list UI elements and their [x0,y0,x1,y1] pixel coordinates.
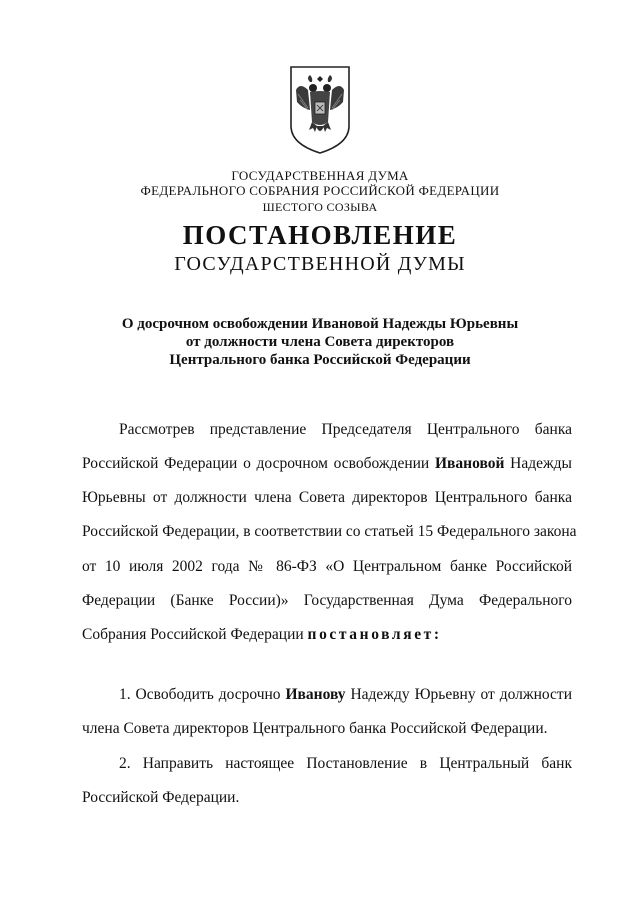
convocation-line: ШЕСТОГО СОЗЫВА [262,200,378,214]
coat-of-arms-emblem-icon [288,64,352,156]
document-issuer-title: ГОСУДАРСТВЕННОЙ ДУМЫ [174,253,466,275]
subject-line-3: Центрального банка Российской Федерации [169,352,471,368]
org-line-1: ГОСУДАРСТВЕННАЯ ДУМА [231,168,409,183]
item-1-line-1 [119,686,572,704]
preamble-line-7 [82,626,572,644]
item-2-line-2: Российской Федерации. [82,789,240,806]
preamble-text: Собрания Российской Федерации [82,626,308,643]
preamble-line-6: Федерации (Банке России)» Государственная Дума Федерального [82,592,572,609]
preamble-text: Российской Федерации о досрочном освобождении [82,455,435,472]
subject-line-2: от должности члена Совета директоров [185,334,455,350]
item-text: 1. Освободить досрочно [119,686,286,703]
item-1-line-2: члена Совета директоров Центрального банка Российской Федерации. [82,720,548,737]
subject-line-1: О досрочном освобождении Ивановой Надежды Юрьевны [121,316,519,332]
surname-bold: Иванову [285,686,346,703]
preamble-line-2 [82,455,572,473]
org-line-2: ФЕДЕРАЛЬНОГО СОБРАНИЯ РОССИЙСКОЙ ФЕДЕРАЦИИ [140,183,500,198]
surname-bold: Ивановой [434,455,505,472]
preamble-line-3: Юрьевны от должности члена Совета директоров Центрального банка [82,489,572,506]
item-2-line-1: 2. Направить настоящее Постановление в Центральный банк [119,755,572,772]
preamble-text: Надежды [504,455,572,472]
preamble-line-1: Рассмотрев представление Председателя Центрального банка [119,421,572,438]
item-text: Надежду Юрьевну от должности [345,686,572,703]
document-type-title: ПОСТАНОВЛЕНИЕ [182,220,458,250]
resolves-keyword: постановляет: [307,626,442,643]
preamble-line-4: Российской Федерации, в соответствии со статьей 15 Федерального закона [82,523,577,540]
preamble-line-5: от 10 июля 2002 года № 86-ФЗ «О Центральном банке Российской [82,558,572,575]
